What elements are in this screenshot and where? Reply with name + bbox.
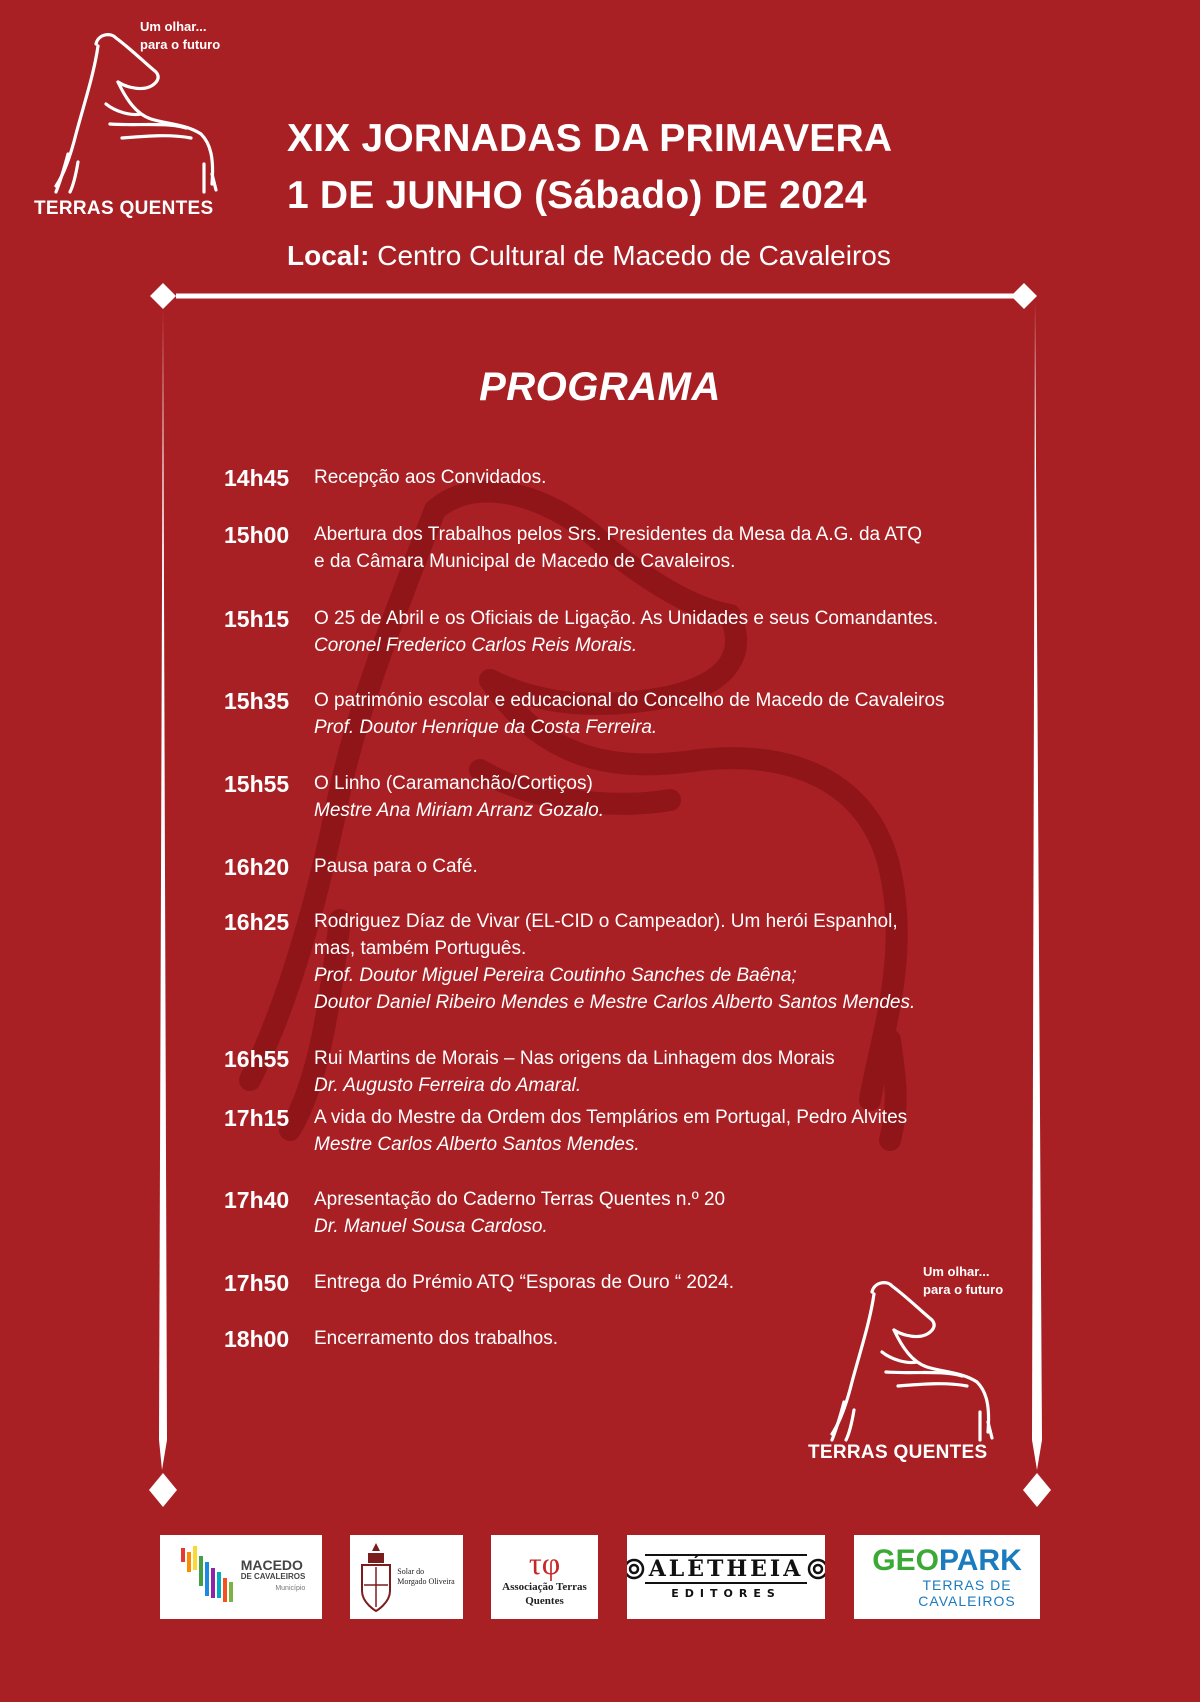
brand-name: TERRAS QUENTES — [34, 198, 214, 219]
tagline-line1: Um olhar... — [923, 1264, 990, 1279]
schedule-speaker: Prof. Doutor Henrique da Costa Ferreira. — [314, 717, 658, 738]
schedule-time: 15h00 — [224, 522, 290, 548]
macedo-sub: DE CAVALEIROS — [240, 1572, 306, 1581]
schedule-time: 18h00 — [224, 1326, 290, 1352]
horse-logo-icon — [812, 1272, 1012, 1452]
geopark-line2: TERRAS DE — [922, 1577, 1012, 1593]
schedule-speaker: Prof. Doutor Miguel Pereira Coutinho Sanches de Baêna; — [314, 965, 797, 986]
tagline-line1: Um olhar... — [140, 19, 207, 34]
schedule-speaker: Mestre Ana Miriam Arranz Gozalo. — [314, 800, 605, 821]
schedule-line: O património escolar e educacional do Concelho de Macedo de Cavaleiros — [314, 690, 945, 711]
schedule-time: 16h20 — [224, 854, 290, 880]
terras-quentes-logo-top — [28, 18, 258, 228]
schedule-line: Apresentação do Caderno Terras Quentes n.º 20 — [314, 1189, 726, 1210]
schedule-speaker: Dr. Manuel Sousa Cardoso. — [314, 1216, 548, 1237]
atq-line2: Quentes — [525, 1595, 564, 1607]
schedule-line: Recepção aos Convidados. — [314, 467, 547, 488]
sponsor-macedo-logo — [160, 1535, 322, 1619]
schedule-line: O 25 de Abril e os Oficiais de Ligação. As Unidades e seus Comandantes. — [314, 608, 939, 629]
schedule-line: Entrega do Prémio ATQ “Esporas de Ouro “ 2024. — [314, 1272, 734, 1293]
coat-of-arms-icon — [358, 1541, 394, 1613]
title-line2: 1 DE JUNHO (Sábado) DE 2024 — [287, 174, 867, 217]
solar-line2: Morgado Oliveira — [397, 1577, 455, 1586]
atq-line1: Associação Terras — [502, 1581, 587, 1593]
schedule-line: O Linho (Caramanchão/Cortiços) — [314, 773, 593, 794]
sponsor-aletheia-logo — [627, 1535, 825, 1619]
spiral-left-icon — [627, 1558, 645, 1580]
solar-line1: Solar do — [397, 1567, 425, 1576]
aletheia-sub: EDITORES — [671, 1587, 781, 1600]
tagline-line2: para o futuro — [923, 1282, 1004, 1297]
schedule-line: Abertura dos Trabalhos pelos Srs. Presidentes da Mesa da A.G. da ATQ — [314, 524, 922, 545]
brand-name: TERRAS QUENTES — [808, 1442, 988, 1463]
schedule-time: 15h55 — [224, 771, 290, 797]
tagline-line2: para o futuro — [140, 37, 221, 52]
schedule-time: 17h15 — [224, 1105, 290, 1131]
portugal-map-icon — [177, 1542, 237, 1612]
schedule-line: Rodriguez Díaz de Vivar (EL-CID o Campeador). Um herói Espanhol, — [314, 911, 898, 932]
sponsor-solar-logo — [350, 1535, 463, 1619]
geopark-park: PARK — [938, 1544, 1022, 1577]
schedule-line: A vida do Mestre da Ordem dos Templários em Portugal, Pedro Alvites — [314, 1107, 908, 1128]
programa-heading: PROGRAMA — [479, 365, 721, 409]
macedo-name: MACEDO — [240, 1557, 303, 1573]
schedule-time: 15h15 — [224, 606, 290, 632]
title-line1: XIX JORNADAS DA PRIMAVERA — [287, 117, 893, 160]
sponsor-geopark-logo — [854, 1535, 1040, 1619]
schedule-time: 14h45 — [224, 465, 290, 491]
location-label: Local: — [287, 240, 370, 271]
schedule-line: mas, também Português. — [314, 938, 527, 959]
location-value: Centro Cultural de Macedo de Cavaleiros — [377, 240, 891, 271]
sponsor-atq-logo — [491, 1535, 598, 1619]
schedule-time: 17h50 — [224, 1270, 290, 1296]
page-title — [287, 110, 892, 224]
schedule-speaker: Coronel Frederico Carlos Reis Morais. — [314, 635, 638, 656]
spiral-right-icon — [807, 1558, 825, 1580]
schedule-line: e da Câmara Municipal de Macedo de Cavaleiros. — [314, 551, 736, 572]
aletheia-name: ALÉTHEIA — [645, 1554, 808, 1584]
schedule-speaker: Mestre Carlos Alberto Santos Mendes. — [314, 1134, 640, 1155]
schedule-time: 16h55 — [224, 1046, 290, 1072]
schedule-speaker: Dr. Augusto Ferreira do Amaral. — [314, 1075, 582, 1096]
geopark-geo: GEO — [872, 1544, 939, 1577]
event-location — [287, 240, 891, 272]
schedule-line: Pausa para o Café. — [314, 856, 478, 877]
terras-quentes-logo-bottom — [806, 1262, 1036, 1472]
atq-symbol: τφ — [528, 1545, 561, 1581]
macedo-municipio: Município — [275, 1585, 306, 1592]
schedule-line: Encerramento dos trabalhos. — [314, 1328, 558, 1349]
schedule-line: Rui Martins de Morais – Nas origens da Linhagem dos Morais — [314, 1048, 835, 1069]
schedule-time: 15h35 — [224, 688, 290, 714]
schedule-time: 16h25 — [224, 909, 290, 935]
schedule-time: 17h40 — [224, 1187, 290, 1213]
geopark-line3: CAVALEIROS — [918, 1593, 1016, 1609]
schedule-speaker: Doutor Daniel Ribeiro Mendes e Mestre Carlos Alberto Santos Mendes. — [314, 992, 916, 1013]
